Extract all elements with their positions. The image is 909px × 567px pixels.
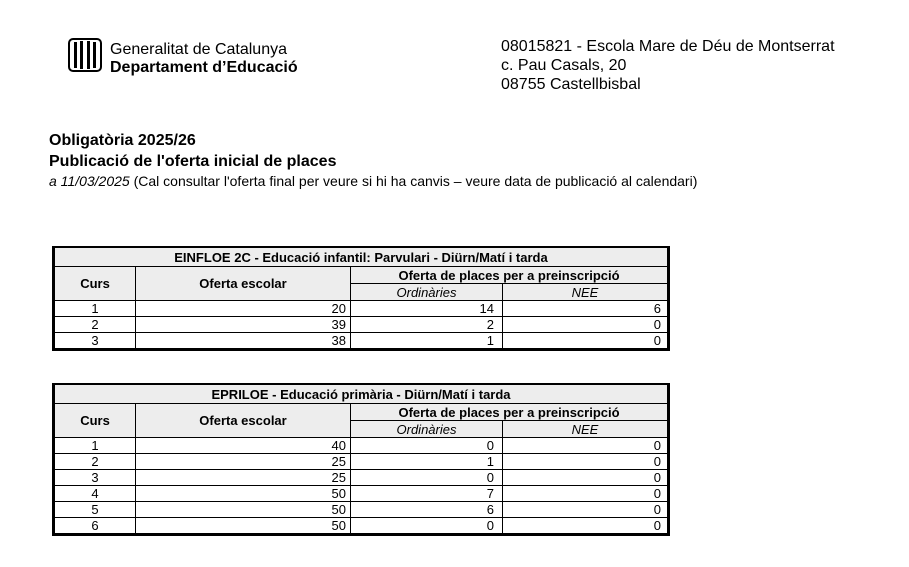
cell-ordinaries: 0 [351,518,503,535]
cell-oferta: 50 [136,486,351,502]
cell-nee: 0 [503,454,669,470]
cell-curs: 3 [54,470,136,486]
cell-curs: 4 [54,486,136,502]
column-header-nee: NEE [503,284,669,301]
cell-nee: 0 [503,486,669,502]
table-row [54,470,669,486]
column-header-curs: Curs [54,267,136,301]
cell-oferta: 25 [136,470,351,486]
table-row [54,518,669,535]
org-line-2: Departament d’Educació [110,59,298,76]
cell-oferta: 25 [136,454,351,470]
table-row [54,486,669,502]
table-row [54,454,669,470]
column-header-preinscripcio: Oferta de places per a preinscripció [351,404,669,421]
offer-table-infantil [52,246,670,351]
generalitat-logo-icon [68,38,102,72]
column-header-ordinaries: Ordinàries [351,421,503,438]
cell-curs: 2 [54,317,136,333]
cell-curs: 5 [54,502,136,518]
table-row [54,502,669,518]
cell-nee: 0 [503,502,669,518]
cell-oferta: 39 [136,317,351,333]
column-header-curs: Curs [54,404,136,438]
cell-curs: 1 [54,438,136,454]
school-address [501,37,835,94]
table-row [54,317,669,333]
page-title: Obligatòria 2025/26 [49,132,196,149]
publication-note [49,172,697,190]
cell-ordinaries: 6 [351,502,503,518]
cell-oferta: 50 [136,518,351,535]
publication-note-text: (Cal consultar l'oferta final per veure si hi ha canvis – veure data de publicació al calendari) [129,173,698,189]
cell-oferta: 38 [136,333,351,350]
column-header-nee: NEE [503,421,669,438]
publication-date: a 11/03/2025 [49,173,130,189]
offer-table-primaria [52,383,670,536]
table-row [54,333,669,350]
school-city: 08755 Castellbisbal [501,76,641,93]
column-header-oferta: Oferta escolar [136,267,351,301]
table-title: EINFLOE 2C - Educació infantil: Parvulari - Diürn/Matí i tarda [54,247,669,267]
org-line-1: Generalitat de Catalunya [110,41,287,58]
cell-curs: 6 [54,518,136,535]
cell-oferta: 40 [136,438,351,454]
cell-nee: 0 [503,438,669,454]
cell-curs: 1 [54,301,136,317]
column-header-oferta: Oferta escolar [136,404,351,438]
cell-curs: 3 [54,333,136,350]
school-name: 08015821 - Escola Mare de Déu de Montserrat [501,38,835,55]
cell-curs: 2 [54,454,136,470]
cell-nee: 0 [503,333,669,350]
cell-nee: 6 [503,301,669,317]
column-header-ordinaries: Ordinàries [351,284,503,301]
document-titles [49,130,697,190]
cell-nee: 0 [503,470,669,486]
table-row [54,301,669,317]
cell-oferta: 50 [136,502,351,518]
page-subtitle: Publicació de l'oferta inicial de places [49,153,337,170]
school-street: c. Pau Casals, 20 [501,57,627,74]
table-title: EPRILOE - Educació primària - Diürn/Matí i tarda [54,384,669,404]
cell-ordinaries: 7 [351,486,503,502]
cell-oferta: 20 [136,301,351,317]
cell-ordinaries: 2 [351,317,503,333]
cell-ordinaries: 0 [351,470,503,486]
column-header-preinscripcio: Oferta de places per a preinscripció [351,267,669,284]
cell-ordinaries: 0 [351,438,503,454]
cell-ordinaries: 1 [351,454,503,470]
cell-ordinaries: 1 [351,333,503,350]
organization-name [110,41,298,77]
table-row [54,438,669,454]
cell-ordinaries: 14 [351,301,503,317]
cell-nee: 0 [503,317,669,333]
cell-nee: 0 [503,518,669,535]
